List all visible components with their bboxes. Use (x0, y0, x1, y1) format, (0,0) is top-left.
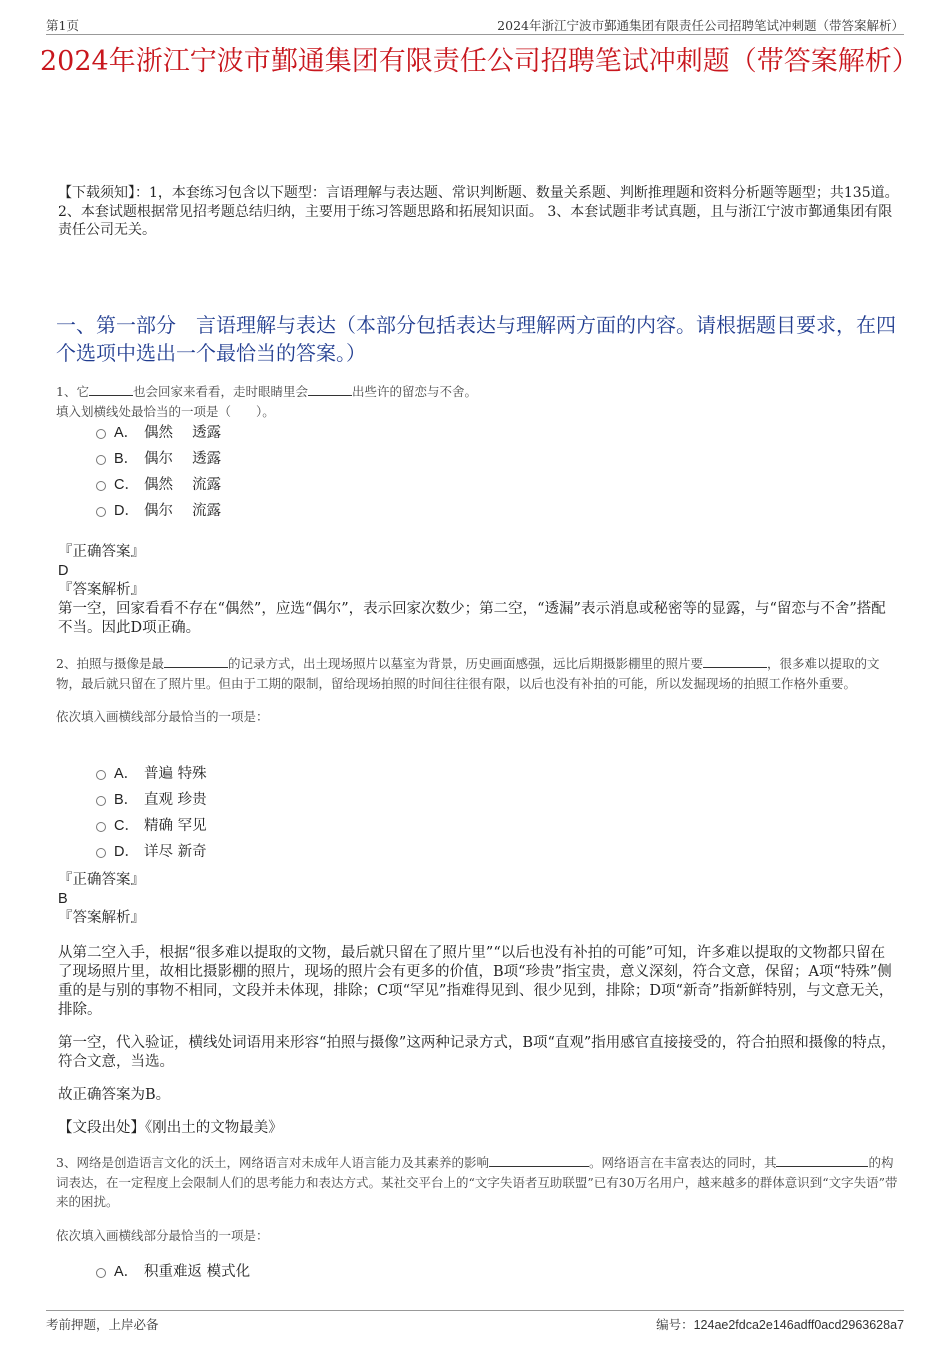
page-footer (46, 1310, 904, 1335)
question-2 (56, 654, 902, 727)
analysis-paragraph-3: 故正确答案为B。 (58, 1087, 171, 1103)
radio-icon[interactable] (96, 796, 106, 806)
answer-label: 『正确答案』 (58, 544, 145, 560)
blank-line (89, 384, 133, 396)
analysis-paragraph-2: 第一空，代入验证，横线处词语用来形容“拍照与摄像”这两种记录方式，B项“直观”指用感官直接接受的，符合拍照和摄像的特点，符合文意，当选。 (58, 1035, 896, 1070)
question-1 (56, 382, 902, 421)
q1-option-c[interactable]: C． 偶然 流露 (96, 475, 221, 495)
radio-icon[interactable] (96, 507, 106, 517)
q2-option-c[interactable]: C． 精确 罕见 (96, 816, 207, 836)
analysis-label: 『答案解析』 (58, 582, 145, 598)
section-heading: 一、第一部分 言语理解与表达（本部分包括表达与理解两方面的内容。请根据题目要求，在四个选项中选出一个最恰当的答案。） (56, 313, 896, 365)
q1-answer-block (58, 543, 898, 638)
radio-icon[interactable] (96, 429, 106, 439)
page-title: 2024年浙江宁波市鄞通集团有限责任公司招聘笔试冲刺题（带答案解析） (40, 46, 919, 77)
header-doc-title: 2024年浙江宁波市鄞通集团有限责任公司招聘笔试冲刺题（带答案解析） (497, 18, 904, 33)
document-code: 编号：124ae2fdca2e146adff0acd2963628a7 (656, 1317, 904, 1332)
answer-label: 『正确答案』 (58, 872, 145, 888)
blank-line (164, 656, 228, 668)
q2-answer-block (58, 871, 898, 1138)
page-number: 第1页 (46, 18, 79, 33)
footer-slogan: 考前押题，上岸必备 (46, 1317, 159, 1332)
blank-line (489, 1155, 589, 1167)
q1-option-b[interactable]: B． 偶尔 透露 (96, 449, 221, 469)
radio-icon[interactable] (96, 455, 106, 465)
question-1-instruction: 填入划横线处最恰当的一项是（ ）。 (56, 403, 275, 419)
answer-value: D (58, 563, 69, 579)
download-notice: 【下载须知】：1，本套练习包含以下题型：言语理解与表达题、常识判断题、数量关系题、判断推理题和资料分析题等题型；共135道。 2、本套试题根据常见招考题总结归纳，主要用于练习答题思路和拓展知识面。 3、本套试题非考试真题，且与浙江宁波市鄞通集团有限责任公司无关。 (58, 185, 899, 238)
question-3-stem: 3、网络是创造语言文化的沃土，网络语言对未成年人语言能力及其素养的影响 。网络语言在丰富表达的同时，其 的构词表达，在一定程度上会限制人们的思考能力和表达方式。某社交平台上的“文字失语者互助联盟”已有30万名用户，越来越多的群体意识到“文字失语”带来的困扰。 (56, 1155, 898, 1209)
blank-line (703, 656, 767, 668)
q1-option-d[interactable]: D． 偶尔 流露 (96, 501, 221, 521)
q2-option-b[interactable]: B． 直观 珍贵 (96, 790, 207, 810)
q2-option-a[interactable]: A． 普遍 特殊 (96, 764, 207, 784)
q2-option-d[interactable]: D． 详尽 新奇 (96, 842, 207, 862)
radio-icon[interactable] (96, 822, 106, 832)
analysis-paragraph-1: 从第二空入手，根据“很多难以提取的文物，最后就只留在了照片里”“以后也没有补拍的可能”可知，许多难以提取的文物都只留在了现场照片里，故相比摄影棚的照片，现场的照片会有更多的价值，B项“珍贵”指宝贵，意义深刻，符合文意，保留；A项“特殊”侧重的是与别的事物不相同，文段并未体现，排除；C项“罕见”指难得见到、很少见到，排除；D项“新奇”指新鲜特别，与文意无关，排除。 (58, 945, 894, 1018)
q1-option-a[interactable]: A． 偶然 透露 (96, 423, 221, 443)
analysis-text: 第一空，回家看看不存在“偶然”，应选“偶尔”，表示回家次数少；第二空，“透漏”表示消息或秘密等的显露，与“留恋与不舍”搭配不当。因此D项正确。 (58, 601, 886, 636)
question-1-stem: 1、它 也会回家来看看，走时眼睛里会 出些许的留恋与不舍。 (56, 384, 477, 399)
radio-icon[interactable] (96, 481, 106, 491)
blank-line (308, 384, 352, 396)
q3-option-a[interactable]: A． 积重难返 模式化 (96, 1262, 250, 1282)
analysis-label: 『答案解析』 (58, 910, 145, 926)
answer-value: B (58, 891, 68, 907)
question-3 (56, 1153, 902, 1245)
radio-icon[interactable] (96, 1268, 106, 1278)
radio-icon[interactable] (96, 770, 106, 780)
question-2-stem: 2、拍照与摄像是最 的记录方式，出土现场照片以墓室为背景，历史画面感强，远比后期摄影棚里的照片要 ，很多难以提取的文物，最后就只留在了照片里。但由于工期的限制，留给现场拍照的时间往往很有限，以后也没有补拍的可能，所以发掘现场的拍照工作格外重要。 (56, 656, 880, 691)
radio-icon[interactable] (96, 848, 106, 858)
blank-line (776, 1155, 868, 1167)
question-2-instruction: 依次填入画横线部分最恰当的一项是： (56, 709, 269, 724)
question-3-instruction: 依次填入画横线部分最恰当的一项是： (56, 1227, 269, 1243)
source-citation: 【文段出处】《刚出土的文物最美》 (58, 1120, 283, 1136)
page-header (46, 14, 904, 35)
